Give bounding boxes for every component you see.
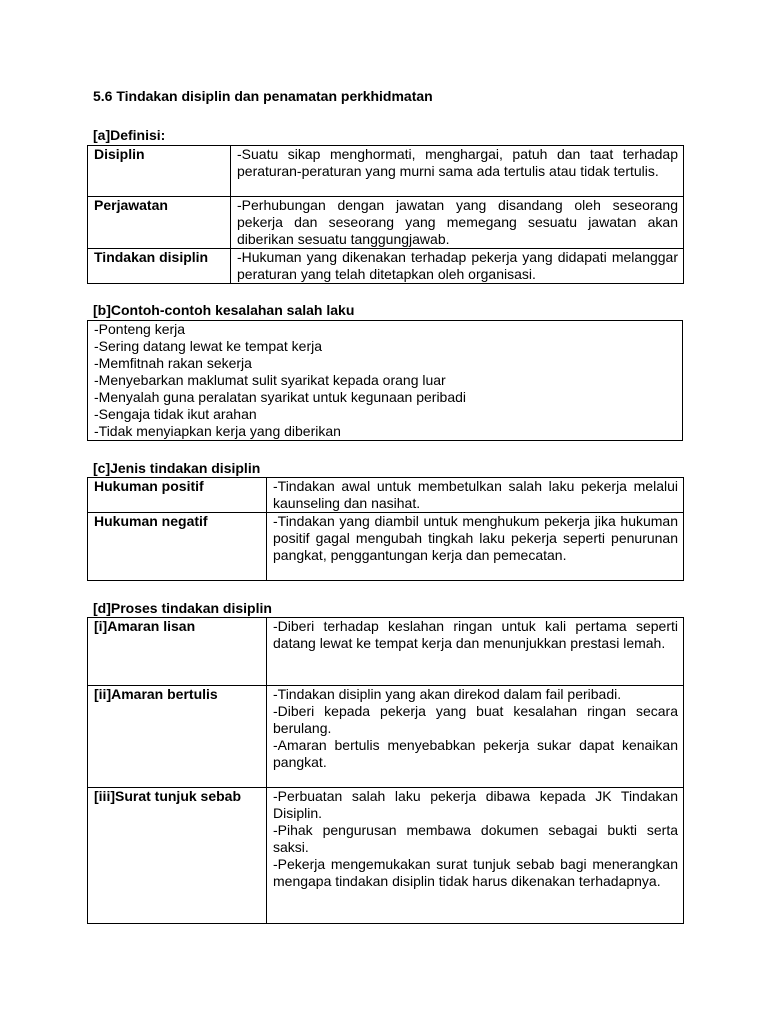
section-b-heading: [b]Contoh-contoh kesalahan salah laku xyxy=(93,302,355,318)
definition-desc: -Hukuman yang dikenakan terhadap pekerja yang didapati melanggar peraturan yang telah ditetapkan oleh organisasi. xyxy=(231,249,684,284)
process-paragraph: -Amaran bertulis menyebabkan pekerja sukar dapat kenaikan pangkat. xyxy=(273,737,678,770)
table-row xyxy=(88,478,684,513)
definition-table xyxy=(87,145,684,284)
process-desc xyxy=(267,618,684,686)
definition-term: Tindakan disiplin xyxy=(88,249,231,284)
section-a-heading: [a]Definisi: xyxy=(93,127,166,143)
table-row xyxy=(88,249,684,284)
page-title: 5.6 Tindakan disiplin dan penamatan perkhidmatan xyxy=(93,88,433,104)
misconduct-list xyxy=(88,321,683,441)
section-c-heading: [c]Jenis tindakan disiplin xyxy=(93,460,261,476)
process-paragraph: -Perbuatan salah laku pekerja dibawa kepada JK Tindakan Disiplin. xyxy=(273,788,678,821)
process-step: [iii]Surat tunjuk sebab xyxy=(88,788,267,924)
table-row xyxy=(88,788,684,924)
process-desc xyxy=(267,788,684,924)
type-desc: -Tindakan yang diambil untuk menghukum pekerja jika hukuman positif gagal mengubah tingkah laku pekerja seperti penurunan pangkat, penggantungan kerja dan pemecatan. xyxy=(267,513,684,581)
process-step: [ii]Amaran bertulis xyxy=(88,686,267,788)
list-item: -Menyebarkan maklumat sulit syarikat kepada orang luar xyxy=(94,372,446,388)
definition-desc: -Suatu sikap menghormati, menghargai, patuh dan taat terhadap peraturan-peraturan yang murni sama ada tertulis atau tidak tertulis. xyxy=(231,146,684,197)
list-item: -Sering datang lewat ke tempat kerja xyxy=(94,338,323,354)
table-row xyxy=(88,618,684,686)
table-row xyxy=(88,146,684,197)
section-d-heading: [d]Proses tindakan disiplin xyxy=(93,600,272,616)
list-item: -Memfitnah rakan sekerja xyxy=(94,355,252,371)
process-desc xyxy=(267,686,684,788)
definition-desc: -Perhubungan dengan jawatan yang disandang oleh seseorang pekerja dan seseorang yang memegang sesuatu jawatan akan diberikan sesuatu tanggungjawab. xyxy=(231,197,684,249)
type-term: Hukuman negatif xyxy=(88,513,267,581)
process-paragraph: -Tindakan disiplin yang akan direkod dalam fail peribadi. xyxy=(273,686,622,702)
list-item: -Ponteng kerja xyxy=(94,321,186,337)
disciplinary-type-table xyxy=(87,477,684,581)
misconduct-list-table xyxy=(87,320,683,441)
table-row xyxy=(88,321,683,441)
process-paragraph: -Pekerja mengemukakan surat tunjuk sebab bagi menerangkan mengapa tindakan disiplin tidak harus dikenakan terhadapnya. xyxy=(273,856,678,889)
process-paragraph: -Pihak pengurusan membawa dokumen sebagai bukti serta saksi. xyxy=(273,822,678,855)
list-item: -Tidak menyiapkan kerja yang diberikan xyxy=(94,423,341,439)
definition-term: Perjawatan xyxy=(88,197,231,249)
table-row xyxy=(88,686,684,788)
list-item: -Menyalah guna peralatan syarikat untuk kegunaan peribadi xyxy=(94,389,467,405)
process-step: [i]Amaran lisan xyxy=(88,618,267,686)
type-desc: -Tindakan awal untuk membetulkan salah laku pekerja melalui kaunseling dan nasihat. xyxy=(267,478,684,513)
disciplinary-process-table xyxy=(87,617,684,924)
table-row xyxy=(88,513,684,581)
definition-term: Disiplin xyxy=(88,146,231,197)
process-paragraph: -Diberi kepada pekerja yang buat kesalahan ringan secara berulang. xyxy=(273,703,678,736)
process-paragraph: -Diberi terhadap keslahan ringan untuk kali pertama seperti datang lewat ke tempat kerja dan menunjukkan prestasi lemah. xyxy=(273,618,678,651)
table-row xyxy=(88,197,684,249)
list-item: -Sengaja tidak ikut arahan xyxy=(94,406,257,422)
type-term: Hukuman positif xyxy=(88,478,267,513)
